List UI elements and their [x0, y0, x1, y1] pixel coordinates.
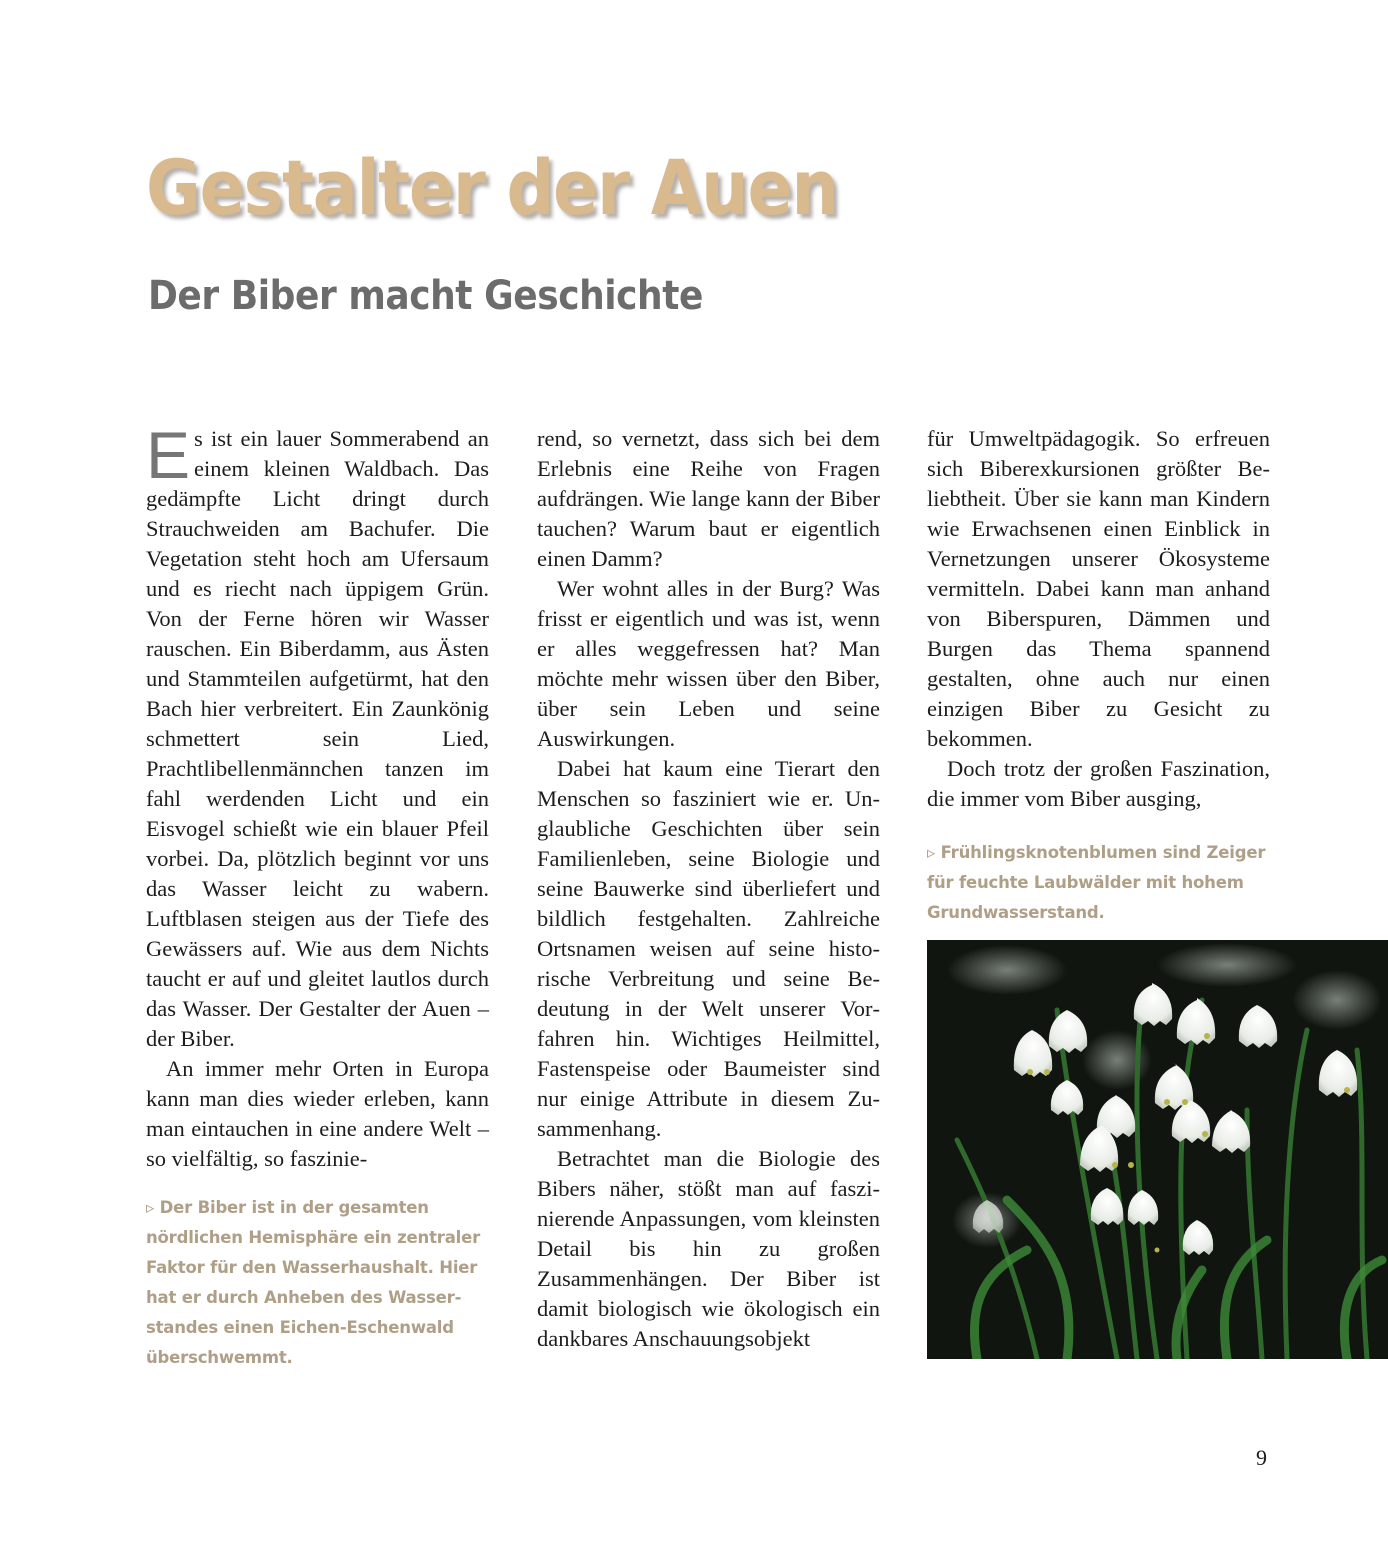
snowflake-flowers-illustration [927, 940, 1388, 1359]
page-title: Gestalter der Auen [146, 143, 838, 232]
paragraph: Betrachtet man die Biologie des Bibers näher, stößt man auf faszinierende Anpassungen, vom kleinsten Detail bis hin zu großen Zusammenhängen. Der Biber ist damit biologisch wie ökologisch ein dankbares Anschauungsobjekt [537, 1146, 880, 1351]
caption-text: Der Biber ist in der gesamten nördlichen Hemisphäre ein zentraler Faktor für den Wasserhaushalt. Hier hat er durch Anheben des Wasserstandes einen Eichen-Eschenwald überschwemmt. [146, 1198, 481, 1367]
paragraph [146, 418, 489, 1054]
text-column-2 [537, 424, 880, 1354]
triangle-marker-icon: ▹ [927, 843, 936, 862]
flower-photo [927, 940, 1388, 1359]
caption-beaver [146, 1193, 506, 1373]
paragraph: An immer mehr Orten in Europa kann man dies wieder erleben, kann man eintauchen in eine andere Welt – so vielfältig, so faszinie- [146, 1056, 489, 1171]
paragraph: Doch trotz der großen Faszination, die immer vom Biber ausging, [927, 756, 1270, 811]
text-column-3 [927, 424, 1270, 814]
paragraph: Wer wohnt alles in der Burg? Was frisst er eigentlich und was ist, wenn er alles weggefressen hat? Man möchte mehr wissen über den Biber, über sein Leben und seine Auswirkungen. [537, 576, 880, 751]
paragraph: rend, so vernetzt, dass sich bei dem Erlebnis eine Reihe von Fragen aufdrängen. Wie lange kann der Biber tauchen? Warum baut er eigentlich einen Damm? [537, 426, 880, 571]
paragraph: Dabei hat kaum eine Tierart den Menschen so fasziniert wie er. Unglaubliche Geschichten über sein Familienleben, seine Biologie und seine Bauwerke sind überliefert und bildlich festgehalten. Zahlreiche Ortsnamen weisen auf seine historische Verbreitung und seine Bedeutung in der Welt unserer Vorfahren hin. Wichtiges Heilmittel, Fastenspeise oder Baumeister sind nur einige Attribute in diesem Zusammenhang. [537, 756, 880, 1141]
caption-flowers [927, 838, 1287, 928]
triangle-marker-icon: ▹ [146, 1198, 155, 1217]
page-subtitle: Der Biber macht Geschichte [148, 273, 703, 319]
page-number: 9 [1256, 1445, 1267, 1470]
paragraph-text: s ist ein lauer Sommerabend an einem kleinen Waldbach. Das gedämpfte Licht dringt durch Strauchweiden am Bachufer. Die Vegetation steht hoch am Ufersaum und es riecht nach üppigem Grün. Von der Ferne hören wir Wasser rauschen. Ein Biberdamm, aus Ästen und Stammteilen aufgetürmt, hat den Bach hier verbreitert. Ein Zaunkönig schmettert sein Lied, Prachtlibellenmännchen tanzen im fahl werdenden Licht und ein Eisvogel schießt wie ein blauer Pfeil vorbei. Da, plötzlich beginnt vor uns das Wasser leicht zu wabern. Luftblasen steigen aus der Tiefe des Gewässers auf. Wie aus dem Nichts taucht er auf und gleitet lautlos durch das Wasser. Der Gestalter der Auen – der Biber. [146, 426, 489, 1051]
caption-text: Frühlingsknotenblumen sind Zeiger für feuchte Laubwälder mit hohem Grundwasserstand. [927, 843, 1266, 922]
dropcap: E [146, 418, 191, 492]
paragraph: für Umweltpädagogik. So erfreuen sich Biberexkursionen größter Beliebtheit. Über sie kann man Kindern wie Erwachsenen einen Einblick in Vernetzungen unserer Ökosysteme vermitteln. Dabei kann man anhand von Biberspuren, Dämmen und Burgen das Thema spannend gestalten, ohne auch nur einen einzigen Biber zu Gesicht zu bekommen. [927, 426, 1270, 751]
text-column-1 [146, 418, 489, 1174]
